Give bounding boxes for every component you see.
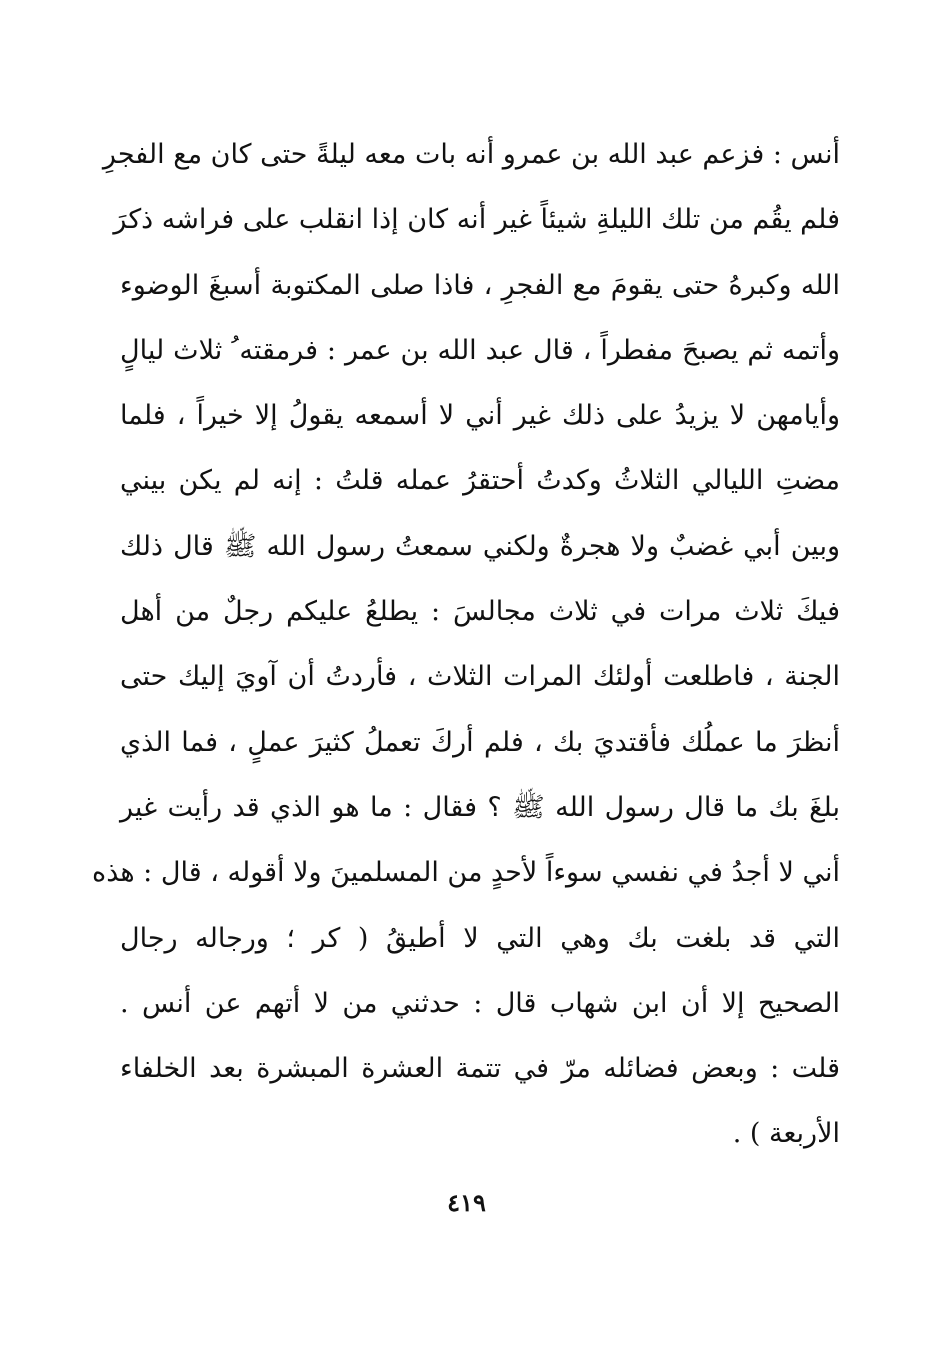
text-line: وبين أبي غضبٌ ولا هجرةٌ ولكني سمعتُ رسول الله ﷺ قال ذلك (120, 530, 840, 562)
body-text (92, 122, 840, 1167)
text-line: فلم يقُم من تلك الليلةِ شيئاً غير أنه كان إذا انقلب على فراشه ذكرَ (113, 204, 840, 236)
text-line: أني لا أجدُ في نفسي سوءاً لأحدٍ من المسلمينَ ولا أقوله ، قال : هذه (92, 857, 840, 889)
text-line: الصحيح إلا أن ابن شهاب قال : حدثني من لا أتهم عن أنس . (120, 987, 840, 1019)
text-line: مضتِ الليالي الثلاثُ وكدتُ أحتقرُ عمله قلتُ : إنه لم يكن بيني (120, 465, 840, 497)
text-line: الأربعة ) . (732, 1118, 840, 1150)
text-line: بلغَ بك ما قال رسول الله ﷺ ؟ فقال : ما هو الذي قد رأيت غير (120, 791, 840, 823)
text-line: وأتمه ثم يصبحَ مفطراً ، قال عبد الله بن عمر : فرمقته ُ ثلاث ليالٍ (120, 334, 840, 366)
page-number: ٤١٩ (447, 1188, 486, 1217)
text-line: الله وكبرهُ حتى يقومَ مع الفجرِ ، فاذا صلى المكتوبة أسبغَ الوضوء (120, 269, 840, 301)
text-line: فيكَ ثلاث مرات في ثلاث مجالسَ : يطلعُ عليكم رجلٌ من أهل (120, 596, 840, 628)
text-line: وأيامهن لا يزيدُ على ذلك غير أني لا أسمعه يقولُ إلا خيراً ، فلما (120, 400, 840, 432)
text-line: قلت : وبعض فضائله مرّ في تتمة العشرة المبشرة بعد الخلفاء (120, 1053, 840, 1085)
text-line: الجنة ، فاطلعت أولئك المرات الثلاث ، فأردتُ أن آويَ إليك حتى (120, 661, 840, 693)
text-line: أنس : فزعم عبد الله بن عمرو أنه بات معه ليلةً حتى كان مع الفجرِ (102, 139, 840, 170)
text-line: التي قد بلغت بك وهي التي لا أطيقُ ( كر ؛ ورجاله رجال (120, 922, 840, 954)
text-line: أنظرَ ما عملُك فأقتديَ بك ، فلم أركَ تعملُ كثيرَ عملٍ ، فما الذي (120, 726, 840, 758)
